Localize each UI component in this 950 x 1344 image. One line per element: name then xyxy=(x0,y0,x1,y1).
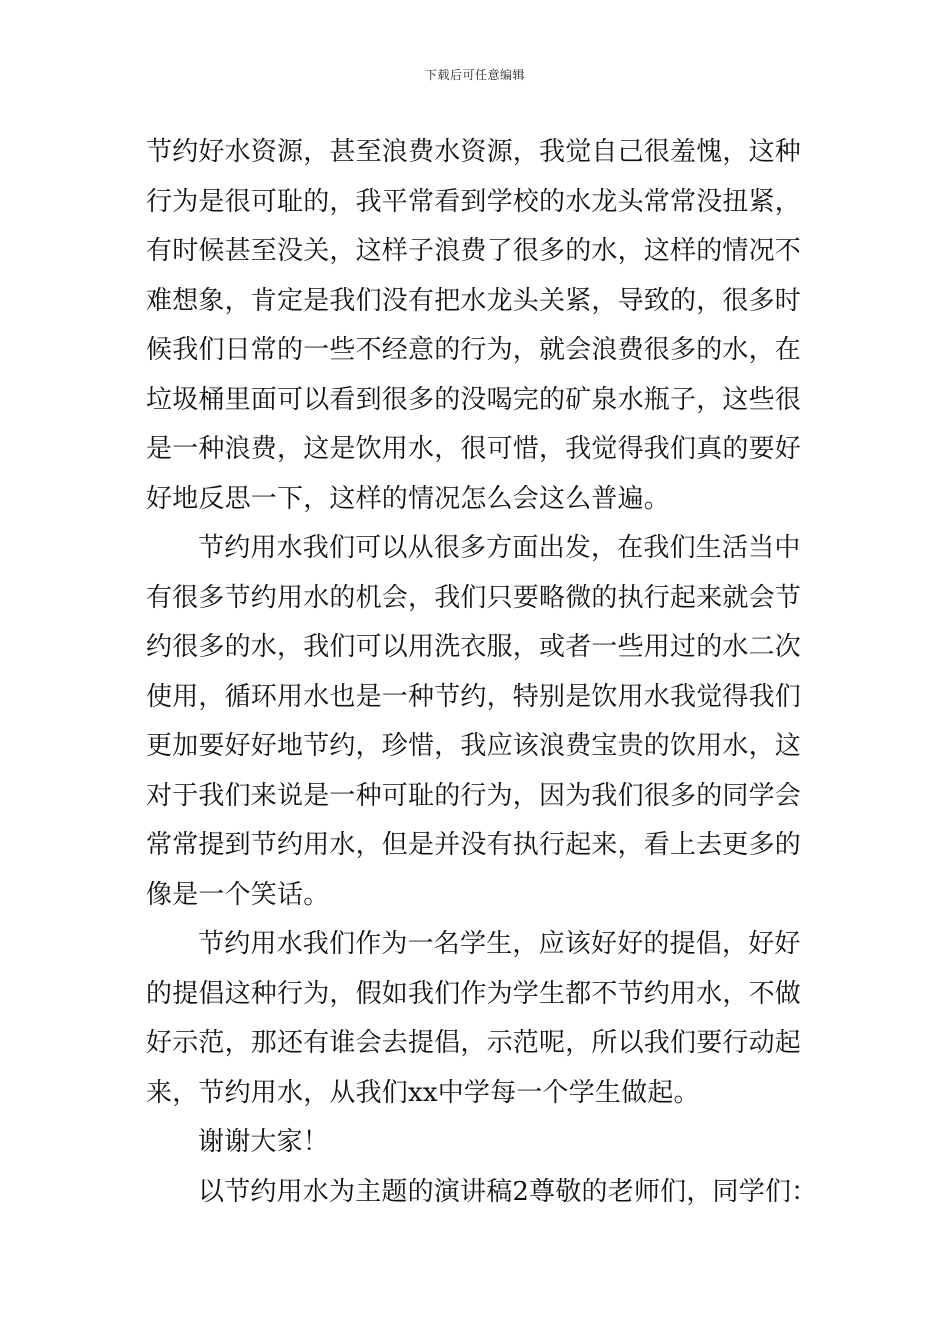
document-body xyxy=(146,128,818,1217)
text-line: 是一种浪费，这是饮用水，很可惜，我觉得我们真的要好 xyxy=(146,434,802,464)
text-line: 节约好水资源，甚至浪费水资源，我觉自己很羞愧，这种 xyxy=(146,137,802,167)
text-line: 使用，循环用水也是一种节约，特别是饮用水我觉得我们 xyxy=(146,681,802,712)
text-line: 对于我们来说是一种可耻的行为，因为我们很多的同学会 xyxy=(146,780,802,811)
text-line: 难想象，肯定是我们没有把水龙头关紧，导致的，很多时 xyxy=(146,285,802,316)
paragraph-start-line: 节约用水我们作为一名学生，应该好好的提倡，好好 xyxy=(198,929,801,959)
text-line: 好示范，那还有谁会去提倡，示范呢，所以我们要行动起 xyxy=(146,1028,802,1058)
text-line: 有时候甚至没关，这样子浪费了很多的水，这样的情况不 xyxy=(146,236,802,266)
section-title-line: 以节约用水为主题的演讲稿2尊敬的老师们，同学们： xyxy=(198,1176,818,1207)
text-line: 常常提到节约用水，但是并没有执行起来，看上去更多的 xyxy=(146,830,802,860)
text-line: 有很多节约用水的机会，我们只要略微的执行起来就会节 xyxy=(146,582,802,613)
text-line: 的提倡这种行为，假如我们作为学生都不节约用水，不做 xyxy=(146,978,802,1009)
text-line: 约很多的水，我们可以用洗衣服，或者一些用过的水二次 xyxy=(146,632,802,662)
closing-line: 谢谢大家！ xyxy=(198,1127,330,1157)
text-line: 行为是很可耻的，我平常看到学校的水龙头常常没扭紧， xyxy=(146,186,802,217)
header-note: 下载后可任意编辑 xyxy=(424,68,525,82)
paragraph-start-line: 节约用水我们可以从很多方面出发，在我们生活当中 xyxy=(198,533,801,563)
text-line: 像是一个笑话。 xyxy=(146,879,330,910)
text-line: 好地反思一下，这样的情况怎么会这么普遍。 xyxy=(146,483,671,514)
text-line: 垃圾桶里面可以看到很多的没喝完的矿泉水瓶子，这些很 xyxy=(146,384,802,415)
text-line: 候我们日常的一些不经意的行为，就会浪费很多的水，在 xyxy=(146,335,802,365)
text-line: 来，节约用水，从我们xx中学每一个学生做起。 xyxy=(146,1077,700,1108)
text-line: 更加要好好地节约，珍惜，我应该浪费宝贵的饮用水，这 xyxy=(146,731,802,761)
